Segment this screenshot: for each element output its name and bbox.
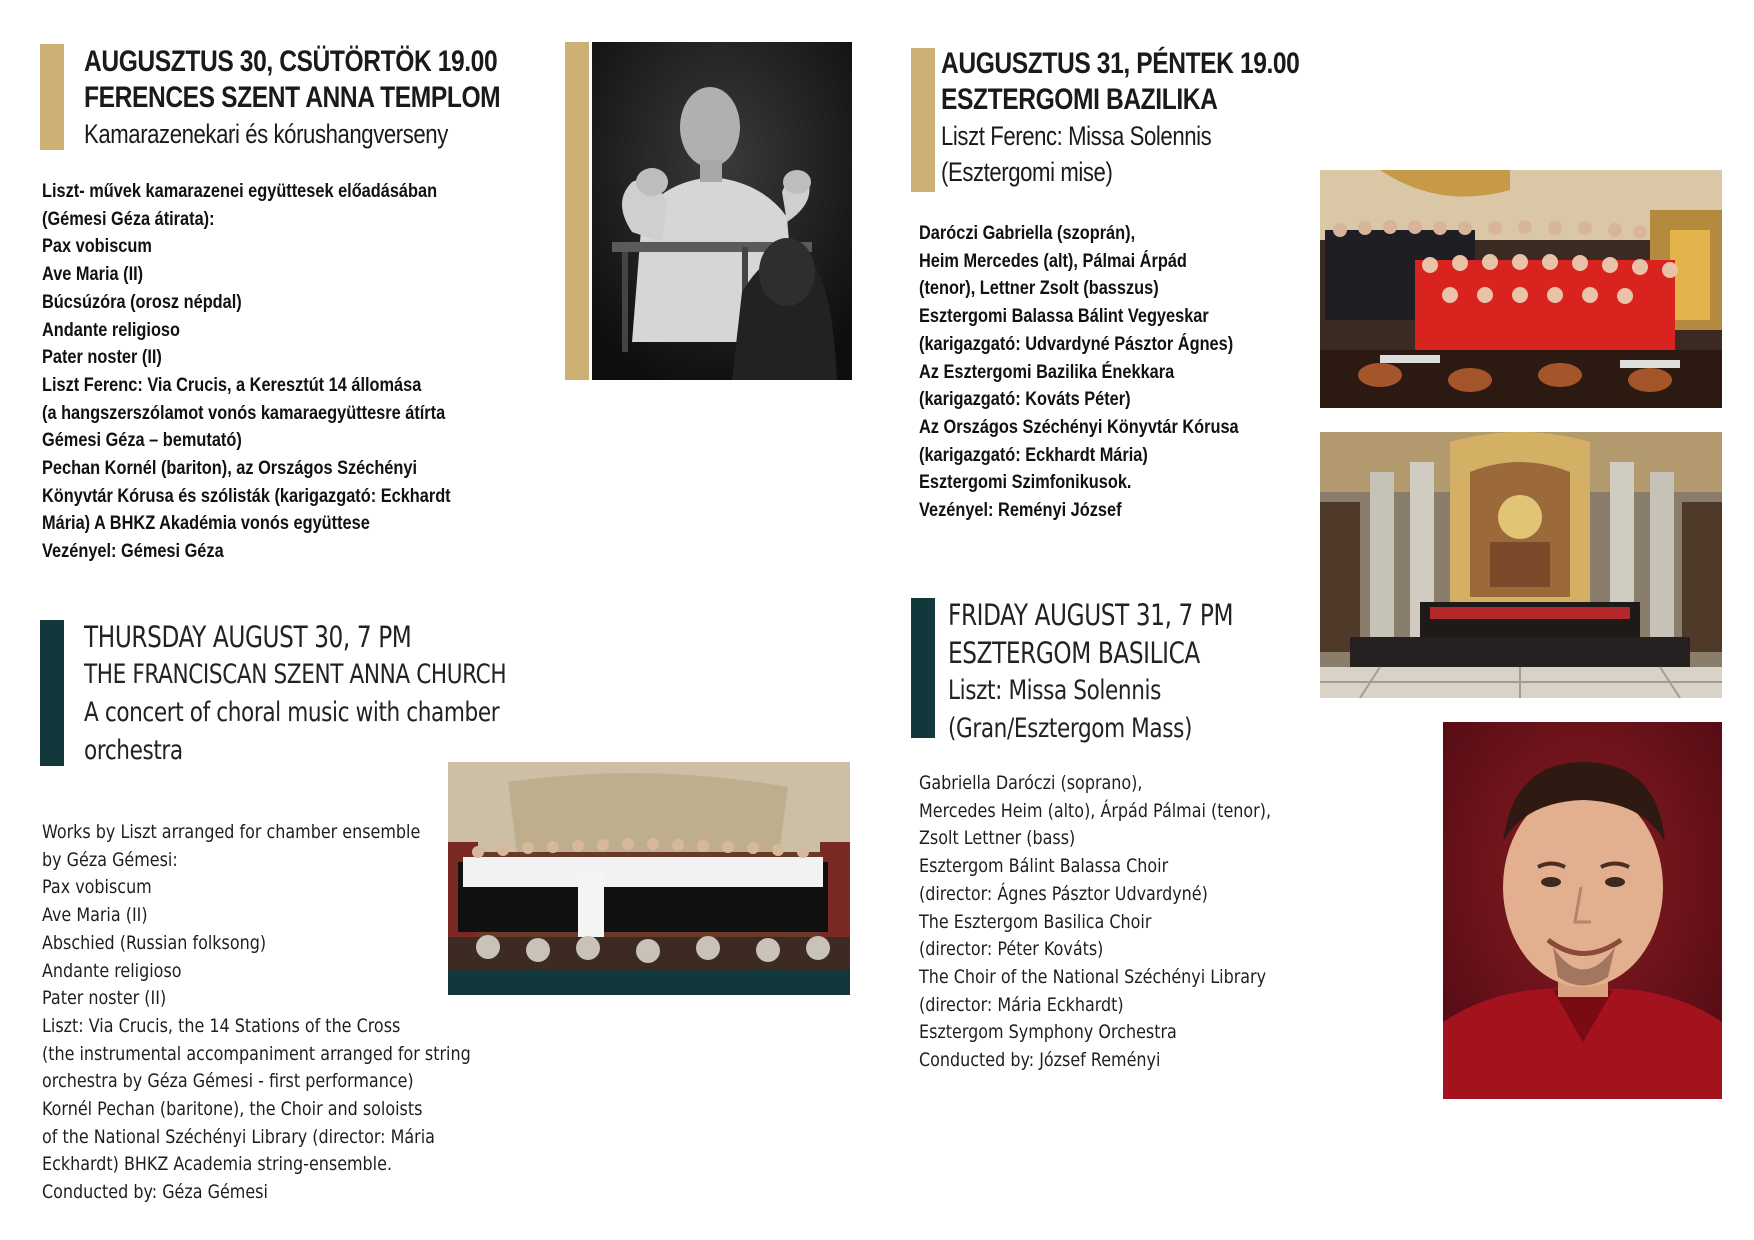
conductor-photo-art bbox=[592, 42, 852, 380]
programme-line: Gémesi Géza – bemutató) bbox=[42, 430, 242, 452]
programme-hu-aug31 bbox=[919, 220, 1291, 525]
programme-line: (karigazgató: Udvardyné Pásztor Ágnes) bbox=[919, 333, 1234, 355]
teal-accent-bar bbox=[40, 620, 64, 766]
portrait-photo bbox=[1443, 722, 1722, 1099]
event-datetime: AUGUSZTUS 30, CSÜTÖRTÖK 19.00 bbox=[84, 45, 498, 78]
programme-line: Búcsúzóra (orosz népdal) bbox=[42, 291, 242, 313]
event-datetime: AUGUSZTUS 31, PÉNTEK 19.00 bbox=[941, 47, 1300, 80]
programme-line: Vezényel: Gémesi Géza bbox=[42, 541, 224, 563]
red-choir-photo-art bbox=[1320, 170, 1722, 408]
programme-line: (director: Ágnes Pásztor Udvardyné) bbox=[919, 882, 1208, 905]
event-datetime: THURSDAY AUGUST 30, 7 PM bbox=[84, 620, 412, 654]
programme-line: (the instrumental accompaniment arranged for string bbox=[42, 1042, 471, 1065]
event-venue: FERENCES SZENT ANNA TEMPLOM bbox=[84, 81, 501, 114]
programme-line: Esztergomi Balassa Bálint Vegyeskar bbox=[919, 306, 1209, 328]
event-venue: ESZTERGOM BASILICA bbox=[948, 636, 1200, 670]
red-choir-photo bbox=[1320, 170, 1722, 408]
programme-line: (karigazgató: Kováts Péter) bbox=[919, 389, 1131, 411]
event-heading-en-aug31 bbox=[948, 596, 1304, 748]
programme-line: (a hangszerszólamot vonós kamaraegyüttesre átírta bbox=[42, 402, 446, 424]
conductor-photo bbox=[592, 42, 852, 380]
programme-line: Mária) A BHKZ Akadémia vonós együttese bbox=[42, 513, 370, 535]
programme-line: Pax vobiscum bbox=[42, 236, 152, 258]
programme-line: Liszt Ferenc: Via Crucis, a Keresztút 14 állomása bbox=[42, 374, 422, 396]
event-title-line: A concert of choral music with chamber bbox=[84, 697, 500, 728]
programme-line: Liszt: Via Crucis, the 14 Stations of the Cross bbox=[42, 1014, 401, 1037]
programme-line: Heim Mercedes (alt), Pálmai Árpád bbox=[919, 250, 1187, 272]
basilica-interior-photo-art bbox=[1320, 432, 1722, 698]
event-venue: THE FRANCISCAN SZENT ANNA CHURCH bbox=[84, 659, 507, 690]
programme-line: Pechan Kornél (bariton), az Országos Széchényi bbox=[42, 458, 418, 480]
programme-line: Daróczi Gabriella (szoprán), bbox=[919, 223, 1136, 244]
event-venue: ESZTERGOMI BAZILIKA bbox=[941, 83, 1218, 116]
programme-line: Andante religioso bbox=[42, 319, 181, 341]
programme-line: Abschied (Russian folksong) bbox=[42, 931, 267, 954]
programme-hu-aug30 bbox=[42, 178, 517, 566]
event-title-line: (Esztergomi mise) bbox=[941, 157, 1113, 187]
programme-line: Kornél Pechan (baritone), the Choir and soloists bbox=[42, 1098, 423, 1121]
programme-line: The Esztergom Basilica Choir bbox=[919, 910, 1152, 933]
choir-concert-photo bbox=[448, 762, 850, 995]
programme-line: Conducted by: Géza Gémesi bbox=[42, 1181, 268, 1204]
event-heading-hu-aug30 bbox=[84, 44, 592, 152]
event-title-line: Liszt Ferenc: Missa Solennis bbox=[941, 121, 1212, 151]
programme-line: Conducted by: József Reményi bbox=[919, 1049, 1161, 1072]
programme-en-aug31 bbox=[919, 770, 1338, 1075]
event-title-line: Liszt: Missa Solennis bbox=[948, 675, 1161, 706]
programme-line: Gabriella Daróczi (soprano), bbox=[919, 772, 1143, 794]
programme-line: Zsolt Lettner (bass) bbox=[919, 827, 1076, 850]
programme-line: Andante religioso bbox=[42, 959, 182, 982]
programme-line: Esztergom Bálint Balassa Choir bbox=[919, 855, 1169, 878]
programme-line: Könyvtár Kórusa és szólisták (karigazgató: Eckhardt bbox=[42, 485, 451, 507]
programme-line: (tenor), Lettner Zsolt (basszus) bbox=[919, 278, 1159, 300]
programme-line: Vezényel: Reményi József bbox=[919, 500, 1122, 522]
event-heading-hu-aug31 bbox=[941, 46, 1378, 190]
programme-line: Az Országos Széchényi Könyvtár Kórusa bbox=[919, 416, 1239, 438]
portrait-photo-art bbox=[1443, 722, 1722, 1099]
programme-line: Ave Maria (II) bbox=[42, 264, 144, 286]
teal-accent-bar bbox=[911, 598, 935, 738]
programme-line: Eckhardt) BHKZ Academia string-ensemble. bbox=[42, 1153, 393, 1176]
gold-accent-bar bbox=[565, 42, 589, 380]
basilica-interior-photo bbox=[1320, 432, 1722, 698]
programme-line: Pater noster (II) bbox=[42, 347, 162, 369]
programme-line: (karigazgató: Eckhardt Mária) bbox=[919, 444, 1148, 466]
programme-line: Esztergom Symphony Orchestra bbox=[919, 1021, 1177, 1044]
programme-line: (director: Péter Kováts) bbox=[919, 938, 1104, 961]
programme-line: Pater noster (II) bbox=[42, 987, 167, 1010]
programme-line: Esztergomi Szimfonikusok. bbox=[919, 472, 1132, 494]
event-title-line: orchestra bbox=[84, 735, 183, 766]
programme-line: (Gémesi Géza átirata): bbox=[42, 208, 215, 230]
programme-line: Mercedes Heim (alto), Árpád Pálmai (tenor), bbox=[919, 799, 1272, 822]
programme-line: Liszt- művek kamarazenei együttesek előadásában bbox=[42, 181, 438, 202]
programme-line: Works by Liszt arranged for chamber ensemble bbox=[42, 821, 421, 843]
programme-line: by Géza Gémesi: bbox=[42, 848, 178, 871]
choir-concert-photo-art bbox=[448, 762, 850, 995]
programme-line: The Choir of the National Széchényi Library bbox=[919, 965, 1267, 988]
programme-line: orchestra by Géza Gémesi - first performance) bbox=[42, 1070, 414, 1093]
programme-line: Ave Maria (II) bbox=[42, 904, 148, 927]
event-heading-en-aug30 bbox=[84, 618, 612, 770]
event-title: Kamarazenekari és kórushangverseny bbox=[84, 119, 448, 149]
gold-accent-bar bbox=[911, 48, 935, 192]
programme-line: Pax vobiscum bbox=[42, 876, 152, 899]
event-datetime: FRIDAY AUGUST 31, 7 PM bbox=[948, 598, 1234, 632]
programme-line: of the National Széchényi Library (director: Mária bbox=[42, 1125, 435, 1148]
gold-accent-bar bbox=[40, 44, 64, 150]
event-title-line: (Gran/Esztergom Mass) bbox=[948, 713, 1192, 744]
programme-line: (director: Mária Eckhardt) bbox=[919, 993, 1124, 1016]
programme-line: Az Esztergomi Bazilika Énekkara bbox=[919, 361, 1175, 383]
